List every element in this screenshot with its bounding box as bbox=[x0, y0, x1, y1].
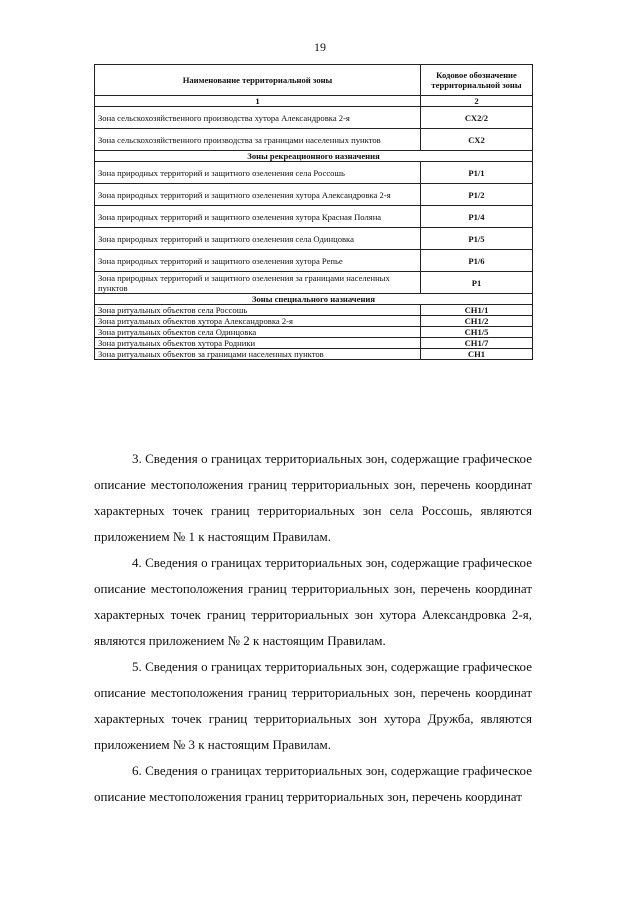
body-text bbox=[94, 446, 532, 810]
paragraph: 6. Сведения о границах территориальных зон, содержащие графическое описание местоположения границ территориальных зон, перечень координат bbox=[94, 763, 532, 804]
section-title: Зоны рекреационного назначения bbox=[95, 151, 533, 162]
table-row bbox=[95, 272, 533, 294]
header-zone-name: Наименование территориальной зоны bbox=[95, 65, 421, 96]
table-row bbox=[95, 316, 533, 327]
zone-code: Р1/1 bbox=[421, 162, 533, 184]
table-row bbox=[95, 206, 533, 228]
paragraph: 4. Сведения о границах территориальных зон, содержащие графическое описание местоположения границ территориальных зон, перечень координат характерных точек границ территориальных зон хутора Александровка 2-я, являются приложением № 2 к настоящим Правилам. bbox=[94, 555, 532, 648]
zone-code: СН1/5 bbox=[421, 327, 533, 338]
table-row bbox=[95, 250, 533, 272]
table-body bbox=[95, 107, 533, 360]
section-title: Зоны специального назначения bbox=[95, 294, 533, 305]
table-row bbox=[95, 338, 533, 349]
paragraph: 3. Сведения о границах территориальных зон, содержащие графическое описание местоположения границ территориальных зон, перечень координат характерных точек границ территориальных зон села Россошь, являются приложением № 1 к настоящим Правилам. bbox=[94, 451, 532, 544]
zone-code: СХ2 bbox=[421, 129, 533, 151]
paragraph: 5. Сведения о границах территориальных зон, содержащие графическое описание местоположения границ территориальных зон, перечень координат характерных точек границ территориальных зон хутора Дружба, являются приложением № 3 к настоящим Правилам. bbox=[94, 659, 532, 752]
table-section-row bbox=[95, 294, 533, 305]
zone-name: Зона природных территорий и защитного озеленения села Россошь bbox=[95, 162, 421, 184]
territorial-zones-table bbox=[94, 64, 533, 360]
zone-code: Р1/4 bbox=[421, 206, 533, 228]
zone-name: Зона природных территорий и защитного озеленения хутора Александровка 2-я bbox=[95, 184, 421, 206]
zone-name: Зона сельскохозяйственного производства за границами населенных пунктов bbox=[95, 129, 421, 151]
column-number-2: 2 bbox=[421, 96, 533, 107]
zone-code: Р1/6 bbox=[421, 250, 533, 272]
table-numbering-row bbox=[95, 96, 533, 107]
table-row bbox=[95, 305, 533, 316]
zone-name: Зона ритуальных объектов села Одинцовка bbox=[95, 327, 421, 338]
zone-name: Зона ритуальных объектов хутора Александровка 2-я bbox=[95, 316, 421, 327]
table-row bbox=[95, 349, 533, 360]
table-row bbox=[95, 107, 533, 129]
column-number-1: 1 bbox=[95, 96, 421, 107]
zone-name: Зона природных территорий и защитного озеленения за границами населенных пунктов bbox=[95, 272, 421, 294]
zone-name: Зона природных территорий и защитного озеленения хутора Красная Поляна bbox=[95, 206, 421, 228]
zone-code: СН1/1 bbox=[421, 305, 533, 316]
table-row bbox=[95, 162, 533, 184]
zone-name: Зона природных территорий и защитного озеленения хутора Репье bbox=[95, 250, 421, 272]
table-row bbox=[95, 327, 533, 338]
table-header-row bbox=[95, 65, 533, 96]
zone-code: СН1/7 bbox=[421, 338, 533, 349]
zone-name: Зона ритуальных объектов за границами населенных пунктов bbox=[95, 349, 421, 360]
page-number: 19 bbox=[314, 40, 326, 54]
zone-code: СН1/2 bbox=[421, 316, 533, 327]
zone-name: Зона ритуальных объектов хутора Родники bbox=[95, 338, 421, 349]
table-row bbox=[95, 228, 533, 250]
zone-code: Р1/5 bbox=[421, 228, 533, 250]
table-section-row bbox=[95, 151, 533, 162]
table-row bbox=[95, 184, 533, 206]
zone-name: Зона природных территорий и защитного озеленения села Одинцовка bbox=[95, 228, 421, 250]
table-row bbox=[95, 129, 533, 151]
header-zone-code: Кодовое обозначение территориальной зоны bbox=[421, 65, 533, 96]
zone-code: СН1 bbox=[421, 349, 533, 360]
zone-name: Зона ритуальных объектов села Россошь bbox=[95, 305, 421, 316]
zone-name: Зона сельскохозяйственного производства хутора Александровка 2-я bbox=[95, 107, 421, 129]
zone-code: Р1/2 bbox=[421, 184, 533, 206]
zone-code: СХ2/2 bbox=[421, 107, 533, 129]
zone-code: Р1 bbox=[421, 272, 533, 294]
